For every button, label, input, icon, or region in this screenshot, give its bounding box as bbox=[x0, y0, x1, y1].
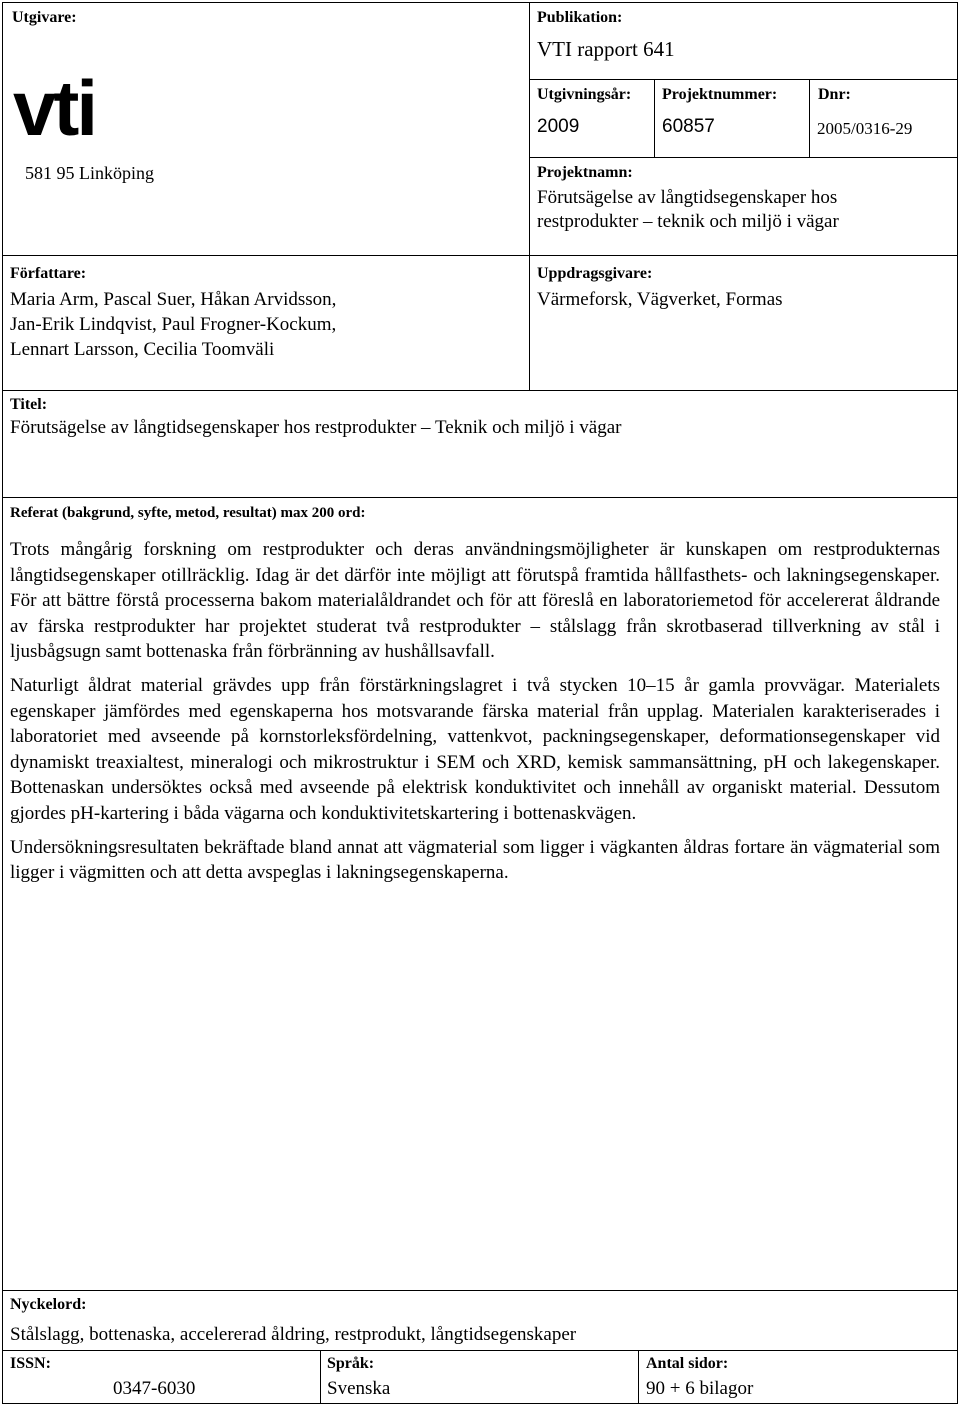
language-value: Svenska bbox=[327, 1378, 391, 1399]
keywords-label: Nyckelord: bbox=[10, 1296, 87, 1313]
project-number-label: Projektnummer: bbox=[662, 86, 778, 103]
authors-box bbox=[2, 255, 531, 392]
vti-logo: vti bbox=[13, 64, 96, 152]
pages-label: Antal sidor: bbox=[646, 1355, 729, 1372]
authors-label: Författare: bbox=[10, 265, 87, 282]
abstract-paragraph-1: Trots mångårig forskning om restprodukter och deras användningsmöjligheter är kunskapen om restprodukternas långtidsegenskaper otillräcklig. Idag är det därför inte möjligt att förutspå framtida hållfasthets- och lakningsegenskaper. För att bättre förstå processerna bakom materialåldrandet och för att föreslå en laboratoriemetod för accelererat åldrande av färska restprodukter har projektet studerat två restprodukter – stålslagg från skrotbaserad tillverkning av stål i ljusbågsugn samt bottenaska från förbränning av hushållsavfall. bbox=[10, 539, 940, 663]
dnr-value: 2005/0316-29 bbox=[817, 119, 913, 138]
project-name-label: Projektnamn: bbox=[537, 164, 633, 181]
pages-value: 90 + 6 bilagor bbox=[646, 1378, 754, 1399]
authors-line1: Maria Arm, Pascal Suer, Håkan Arvidsson, bbox=[10, 289, 337, 310]
publication-box bbox=[529, 2, 958, 81]
year-label: Utgivningsår: bbox=[537, 86, 632, 103]
language-label: Språk: bbox=[327, 1355, 375, 1372]
year-box bbox=[529, 79, 656, 159]
publisher-box bbox=[2, 2, 531, 257]
language-box bbox=[320, 1350, 640, 1404]
publication-label: Publikation: bbox=[537, 9, 623, 26]
issn-box bbox=[2, 1350, 322, 1404]
dnr-label: Dnr: bbox=[818, 86, 851, 103]
title-value: Förutsägelse av långtidsegenskaper hos restprodukter – Teknik och miljö i vägar bbox=[10, 417, 622, 438]
publication-value: VTI rapport 641 bbox=[537, 37, 675, 61]
pages-box bbox=[638, 1350, 958, 1404]
project-name-line2: restprodukter – teknik och miljö i vägar bbox=[537, 211, 839, 232]
project-number-value: 60857 bbox=[662, 116, 715, 137]
project-name-line1: Förutsägelse av långtidsegenskaper hos bbox=[537, 187, 838, 208]
client-value: Värmeforsk, Vägverket, Formas bbox=[537, 289, 783, 310]
publisher-address: 581 95 Linköping bbox=[25, 163, 154, 183]
abstract-label: Referat (bakgrund, syfte, metod, resultat) max 200 ord: bbox=[10, 505, 366, 521]
client-label: Uppdragsgivare: bbox=[537, 265, 653, 282]
authors-line2: Jan-Erik Lindqvist, Paul Frogner-Kockum, bbox=[10, 314, 337, 335]
year-value: 2009 bbox=[537, 116, 580, 137]
abstract-box bbox=[2, 497, 958, 1292]
title-label: Titel: bbox=[10, 396, 48, 413]
client-box bbox=[529, 255, 958, 392]
dnr-box bbox=[809, 79, 958, 159]
issn-value: 0347-6030 bbox=[113, 1378, 196, 1399]
keywords-box bbox=[2, 1290, 958, 1352]
title-box bbox=[2, 390, 958, 499]
project-number-box bbox=[654, 79, 811, 159]
abstract-paragraph-3: Undersökningsresultaten bekräftade bland annat att vägmaterial som ligger i vägkanten åldras fortare än vägmaterial som ligger i vägmitten och att detta avspeglas i lakningsegenskaperna. bbox=[10, 836, 940, 884]
authors-line3: Lennart Larsson, Cecilia Toomväli bbox=[10, 339, 275, 360]
issn-label: ISSN: bbox=[10, 1355, 51, 1372]
abstract-paragraph-2: Naturligt åldrat material grävdes upp från förstärkningslagret i två stycken 10–15 år gamla provvägar. Materialets egenskaper jämfördes med egenskaperna hos motsvarande färska material från upplag. Materialen karakteriserades i laboratoriet med avseende på kornstorleksfördelning, vattenkvot, packningsegenskaper, deformationsegenskaper vid dynamiskt treaxialtest, mineralogi och mikrostruktur i SEM och XRD, kemisk sammansättning, pH och lakegenskaper. Bottenaskan undersöktes också med avseende på elektrisk konduktivitet och innehåll av organiskt material. Dessutom gjordes pH-kartering i båda vägarna och konduktivitetskartering i bottenaskvägen. bbox=[10, 674, 940, 824]
project-name-box bbox=[529, 157, 958, 257]
abstract-body bbox=[10, 537, 940, 894]
publisher-label: Utgivare: bbox=[12, 9, 77, 26]
keywords-value: Stålslagg, bottenaska, accelererad åldring, restprodukt, långtidsegenskaper bbox=[10, 1324, 577, 1345]
